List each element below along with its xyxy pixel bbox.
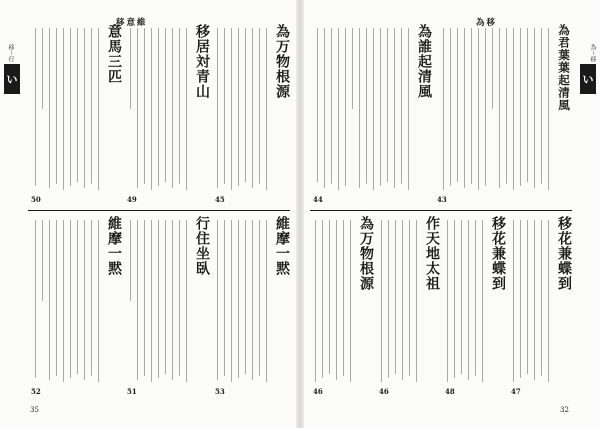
- text-line-placeholder: [84, 220, 85, 380]
- text-line-placeholder: [158, 28, 159, 186]
- text-line-placeholder: [373, 28, 374, 190]
- text-line-placeholder: [506, 28, 507, 184]
- entry-heading: 行住坐臥: [194, 216, 210, 276]
- entry-number: 47: [511, 387, 521, 396]
- text-line-placeholder: [315, 220, 316, 382]
- text-line-placeholder: [252, 28, 253, 188]
- text-line-placeholder: [520, 28, 521, 186]
- text-line-placeholder: [478, 28, 479, 190]
- left-entry-3: [214, 24, 290, 204]
- text-line-placeholder: [387, 28, 388, 182]
- text-line-placeholder: [366, 28, 367, 184]
- text-line-placeholder: [252, 220, 253, 380]
- text-line-placeholder: [259, 28, 260, 184]
- text-line-placeholder: [231, 220, 232, 382]
- entry-heading: 移花兼蝶到: [490, 216, 506, 291]
- entry-number: 43: [437, 195, 447, 204]
- text-line-placeholder: [447, 220, 448, 382]
- text-line-placeholder: [454, 220, 455, 378]
- entry-number: 51: [127, 387, 137, 396]
- text-line-placeholder: [238, 220, 239, 378]
- text-line-placeholder: [409, 220, 410, 376]
- entry-heading: 為万物根源: [358, 216, 374, 291]
- entry-number: 44: [313, 195, 323, 204]
- entry-heading: 移花兼蝶到: [556, 216, 572, 291]
- text-line-placeholder: [84, 28, 85, 188]
- text-line-placeholder: [317, 28, 318, 182]
- text-line-placeholder: [450, 28, 451, 186]
- right-entry-5: [444, 216, 506, 396]
- text-line-placeholder: [464, 28, 465, 188]
- left-tab-caption: 移〜行: [7, 44, 14, 62]
- entry-number: 46: [379, 387, 389, 396]
- text-line-placeholder: [492, 28, 493, 109]
- text-line-placeholder: [91, 28, 92, 184]
- text-line-placeholder: [42, 220, 43, 301]
- text-line-placeholder: [548, 220, 549, 382]
- right-folio: 32: [560, 406, 569, 414]
- text-line-placeholder: [77, 220, 78, 374]
- text-line-placeholder: [534, 220, 535, 380]
- text-line-placeholder: [158, 220, 159, 378]
- text-line-placeholder: [394, 28, 395, 188]
- text-line-placeholder: [482, 220, 483, 382]
- text-line-placeholder: [266, 220, 267, 382]
- text-line-placeholder: [63, 220, 64, 382]
- right-running-head: 為移: [476, 18, 498, 28]
- gutter: [296, 0, 304, 428]
- text-line-placeholder: [443, 28, 444, 190]
- text-line-placeholder: [402, 220, 403, 380]
- text-line-placeholder: [49, 28, 50, 188]
- text-line-placeholder: [245, 220, 246, 374]
- entry-number: 49: [127, 195, 137, 204]
- left-divider: [28, 210, 290, 211]
- text-line-placeholder: [98, 220, 99, 382]
- text-line-placeholder: [329, 220, 330, 374]
- left-index-tab[interactable]: い: [4, 64, 20, 94]
- right-divider: [310, 210, 572, 211]
- left-running-head: 移意維: [116, 18, 148, 28]
- entry-number: 50: [31, 195, 41, 204]
- text-line-placeholder: [461, 220, 462, 374]
- text-line-placeholder: [186, 28, 187, 190]
- entry-number: 52: [31, 387, 41, 396]
- text-line-placeholder: [331, 28, 332, 184]
- text-line-placeholder: [179, 220, 180, 376]
- text-line-placeholder: [324, 28, 325, 188]
- text-line-placeholder: [217, 28, 218, 188]
- right-index-tab[interactable]: い: [580, 64, 596, 94]
- text-line-placeholder: [266, 28, 267, 190]
- right-entry-3: [312, 216, 374, 396]
- text-line-placeholder: [172, 220, 173, 380]
- text-line-placeholder: [520, 220, 521, 378]
- text-line-placeholder: [541, 220, 542, 376]
- text-line-placeholder: [475, 220, 476, 376]
- right-entry-1: [312, 24, 432, 204]
- text-line-placeholder: [137, 220, 138, 380]
- text-line-placeholder: [336, 220, 337, 380]
- entry-number: 48: [445, 387, 455, 396]
- text-line-placeholder: [151, 220, 152, 382]
- text-line-placeholder: [408, 28, 409, 190]
- text-line-placeholder: [179, 28, 180, 184]
- text-line-placeholder: [224, 220, 225, 376]
- text-line-placeholder: [381, 220, 382, 382]
- text-line-placeholder: [471, 28, 472, 184]
- text-line-placeholder: [534, 28, 535, 188]
- text-line-placeholder: [401, 28, 402, 184]
- text-line-placeholder: [485, 28, 486, 186]
- entry-heading: 為万物根源: [274, 24, 290, 99]
- entry-heading: 維摩一黙: [274, 216, 290, 276]
- text-line-placeholder: [238, 28, 239, 186]
- text-line-placeholder: [416, 220, 417, 382]
- text-line-placeholder: [468, 220, 469, 380]
- text-line-placeholder: [388, 220, 389, 378]
- text-line-placeholder: [77, 28, 78, 182]
- entry-heading: 移居対青山: [194, 24, 210, 99]
- text-line-placeholder: [137, 28, 138, 188]
- entry-heading: 維摩一黙: [106, 216, 122, 276]
- text-line-placeholder: [380, 28, 381, 186]
- left-entry-1: [30, 24, 122, 204]
- text-line-placeholder: [186, 220, 187, 382]
- right-entry-4: [378, 216, 440, 396]
- text-line-placeholder: [70, 220, 71, 378]
- entry-number: 53: [215, 387, 225, 396]
- right-entry-2: [436, 24, 572, 204]
- text-line-placeholder: [35, 220, 36, 378]
- text-line-placeholder: [513, 220, 514, 382]
- left-entry-5: [126, 216, 210, 396]
- text-line-placeholder: [359, 28, 360, 188]
- text-line-placeholder: [56, 220, 57, 376]
- text-line-placeholder: [63, 28, 64, 190]
- text-line-placeholder: [151, 28, 152, 190]
- text-line-placeholder: [457, 28, 458, 182]
- text-line-placeholder: [541, 28, 542, 184]
- left-folio: 35: [30, 406, 39, 414]
- text-line-placeholder: [499, 28, 500, 188]
- text-line-placeholder: [259, 220, 260, 376]
- text-line-placeholder: [144, 220, 145, 376]
- text-line-placeholder: [56, 28, 57, 184]
- text-line-placeholder: [527, 28, 528, 182]
- left-entry-2: [126, 24, 210, 204]
- left-entry-6: [214, 216, 290, 396]
- text-line-placeholder: [165, 28, 166, 182]
- text-line-placeholder: [352, 28, 353, 109]
- right-tab-caption: 為〜移: [589, 44, 596, 62]
- left-entry-4: [30, 216, 122, 396]
- entry-heading: 為誰起清風: [416, 24, 432, 99]
- text-line-placeholder: [172, 28, 173, 188]
- text-line-placeholder: [35, 28, 36, 186]
- text-line-placeholder: [231, 28, 232, 190]
- text-line-placeholder: [70, 28, 71, 186]
- text-line-placeholder: [343, 220, 344, 376]
- entry-number: 45: [215, 195, 225, 204]
- text-line-placeholder: [144, 28, 145, 184]
- text-line-placeholder: [338, 28, 339, 190]
- text-line-placeholder: [130, 28, 131, 109]
- entry-heading: 為君葉葉起清風: [557, 24, 571, 112]
- text-line-placeholder: [527, 220, 528, 374]
- text-line-placeholder: [217, 220, 218, 380]
- text-line-placeholder: [345, 28, 346, 186]
- text-line-placeholder: [245, 28, 246, 182]
- text-line-placeholder: [224, 28, 225, 184]
- text-line-placeholder: [548, 28, 549, 190]
- entry-number: 46: [313, 387, 323, 396]
- text-line-placeholder: [98, 28, 99, 190]
- text-line-placeholder: [42, 28, 43, 109]
- text-line-placeholder: [91, 220, 92, 376]
- entry-heading: 意馬三匹: [106, 24, 122, 84]
- text-line-placeholder: [350, 220, 351, 382]
- text-line-placeholder: [513, 28, 514, 190]
- text-line-placeholder: [395, 220, 396, 374]
- text-line-placeholder: [322, 220, 323, 378]
- right-entry-6: [510, 216, 572, 396]
- text-line-placeholder: [130, 220, 131, 301]
- entry-heading: 作天地太祖: [424, 216, 440, 291]
- text-line-placeholder: [49, 220, 50, 380]
- text-line-placeholder: [165, 220, 166, 374]
